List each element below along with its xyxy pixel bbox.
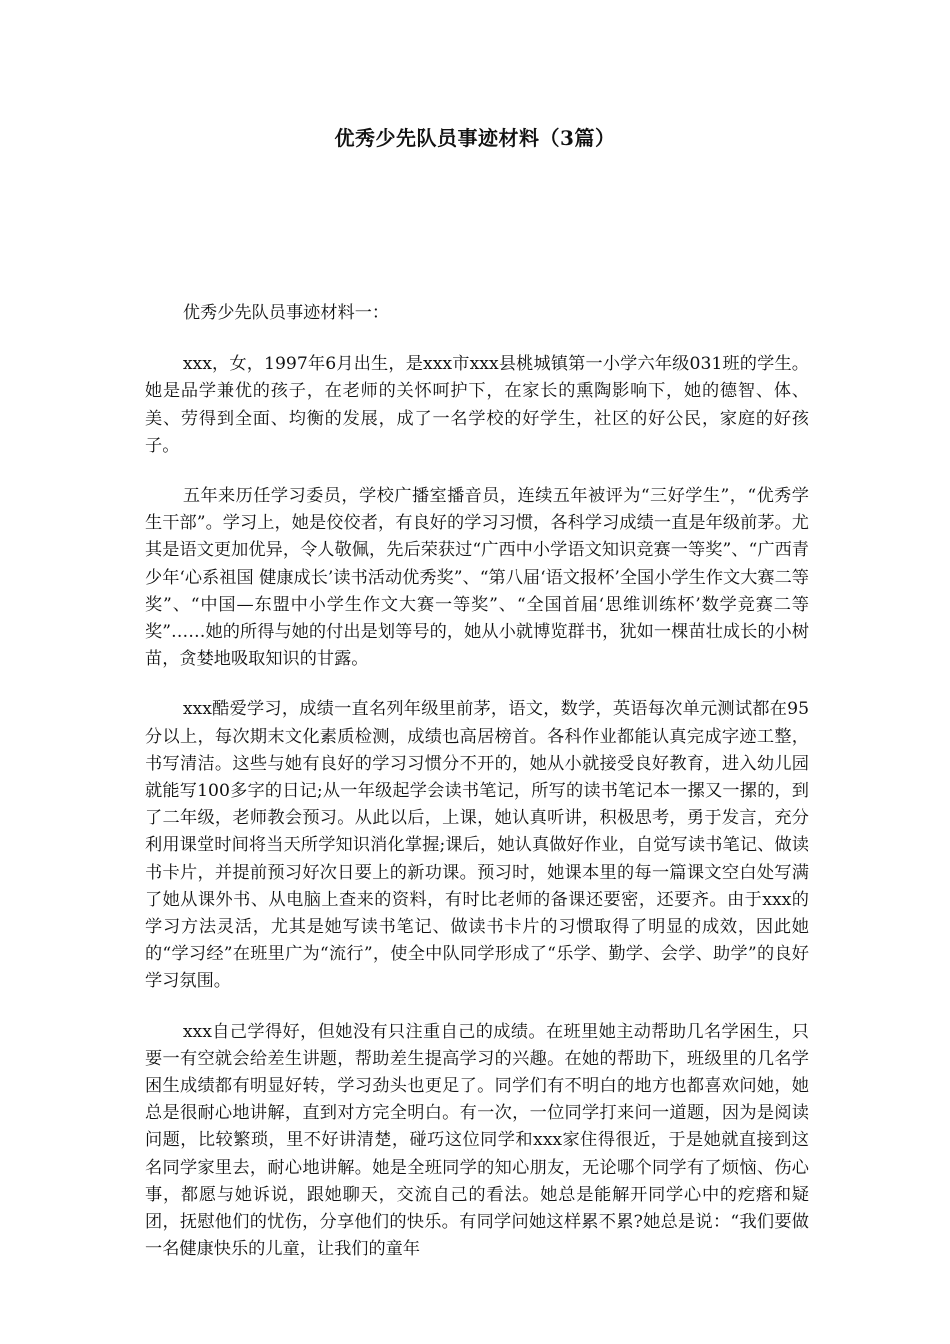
document-body xyxy=(145,300,809,1287)
paragraph-4: xxx自己学得好，但她没有只注重自己的成绩。在班里她主动帮助几名学困生，只要一有空就会给差生讲题，帮助差生提高学习的兴趣。在她的帮助下，班级里的几名学困生成绩都有明显好转，学习劲头也更足了。同学们有不明白的地方也都喜欢问她，她总是很耐心地讲解，直到对方完全明白。有一次，一位同学打来问一道题，因为是阅读问题，比较繁琐，里不好讲清楚，碰巧这位同学和xxx家住得很近，于是她就直接到这名同学家里去，耐心地讲解。她是全班同学的知心朋友，无论哪个同学有了烦恼、伤心事，都愿与她诉说，跟她聊天，交流自己的看法。她总是能解开同学心中的疙瘩和疑团，抚慰他们的忧伤，分享他们的快乐。有同学问她这样累不累?她总是说：“我们要做一名健康快乐的儿童，让我们的童年 xyxy=(145,1021,809,1260)
document-title: 优秀少先队员事迹材料（3篇） xyxy=(334,126,616,150)
paragraph-1: xxx，女，1997年6月出生，是xxx市xxx县桃城镇第一小学六年级031班的学生。她是品学兼优的孩子，在老师的关怀呵护下，在家长的熏陶影响下，她的德智、体、美、劳得到全面、均衡的发展，成了一名学校的好学生，社区的好公民，家庭的好孩子。 xyxy=(145,354,809,456)
paragraph-2: 五年来历任学习委员，学校广播室播音员，连续五年被评为“三好学生”，“优秀学生干部”。学习上，她是佼佼者，有良好的学习习惯，各科学习成绩一直是年级前茅。尤其是语文更加优异，令人敬佩，先后荣获过“广西中小学语文知识竞赛一等奖”、“广西青少年‘心系祖国 健康成长’读书活动优秀奖”、“第八届‘语文报杯’全国小学生作文大赛二等奖”、“中国—东盟中小学生作文大赛一等奖”、“全国首届‘思维训练杯’数学竞赛二等奖”……她的所得与她的付出是划等号的，她从小就博览群书，犹如一棵苗壮成长的小树苗，贪婪地吸取知识的甘露。 xyxy=(145,486,809,670)
paragraph-3: xxx酷爱学习，成绩一直名列年级里前茅，语文，数学，英语每次单元测试都在95分以上，每次期末文化素质检测，成绩也高居榜首。各科作业都能认真完成字迹工整，书写清洁。这些与她有良好的学习习惯分不开的，她从小就接受良好教育，进入幼儿园就能写100多字的日记;从一年级起学会读书笔记，所写的读书笔记本一摞又一摞的，到了二年级，老师教会预习。从此以后，上课，她认真听讲，积极思考，勇于发言，充分利用课堂时间将当天所学知识消化掌握;课后，她认真做好作业，自觉写读书笔记、做读书卡片，并提前预习好次日要上的新功课。预习时，她课本里的每一篇课文空白处写满了她从课外书、从电脑上查来的资料，有时比老师的备课还要密，还要齐。由于xxx的学习方法灵活，尤其是她写读书笔记、做读书卡片的习惯取得了明显的成效，因此她的“学习经”在班里广为“流行”，使全中队同学形成了“乐学、勤学、会学、助学”的良好学习氛围。 xyxy=(145,699,809,992)
section-heading: 优秀少先队员事迹材料一： xyxy=(182,303,390,323)
